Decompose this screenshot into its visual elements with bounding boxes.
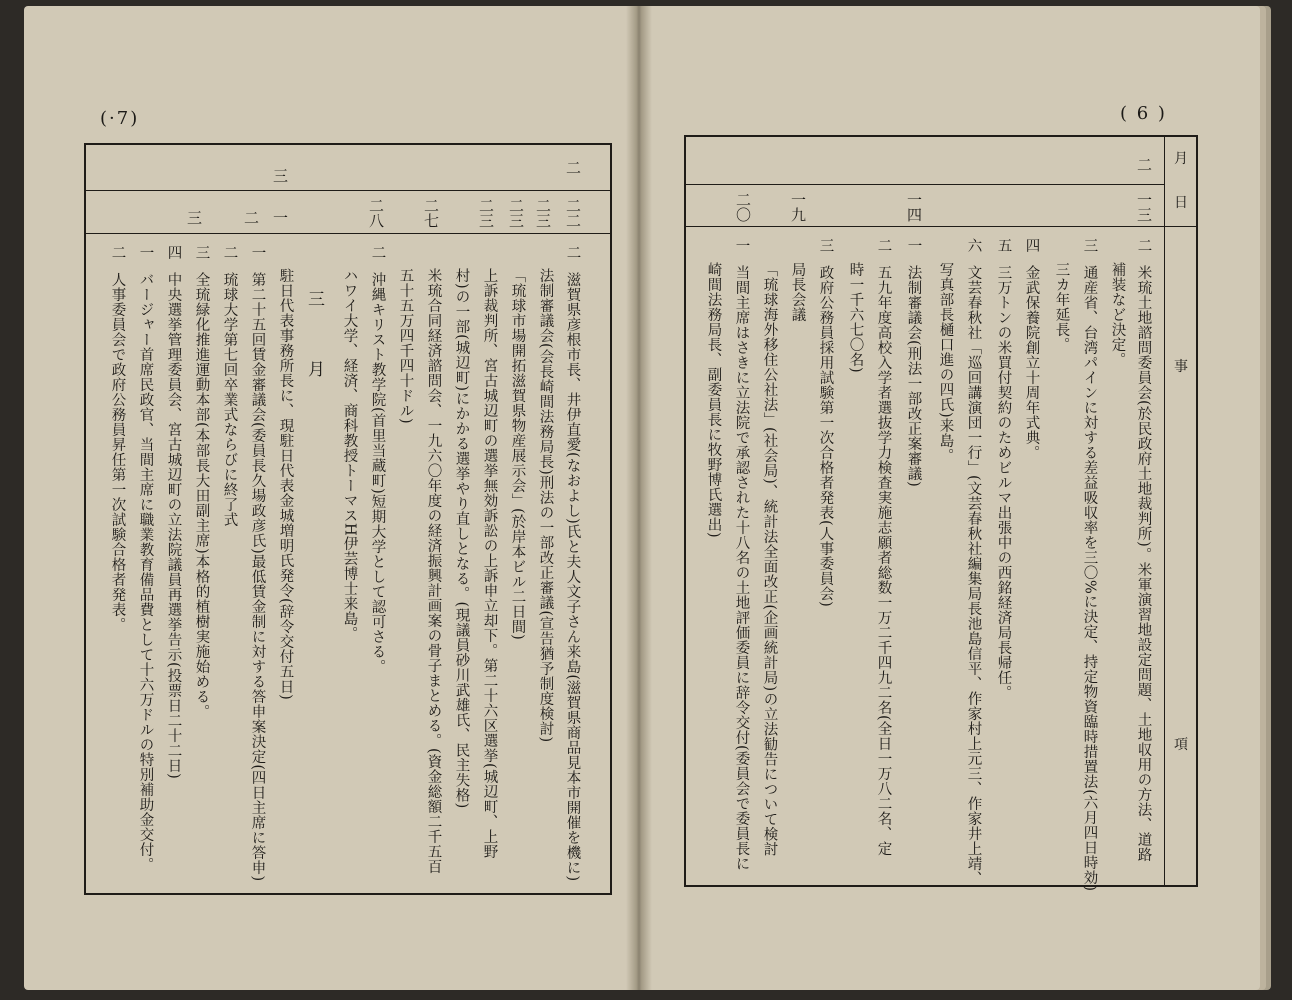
left-day-mark: 三: [185, 210, 203, 225]
left-day-mark: 二八: [367, 198, 385, 228]
entry-right-5: 四金武保養院創立十周年式典。: [1023, 238, 1040, 460]
entry-right-11: 時一千六七〇名): [847, 262, 864, 374]
left-day-mark: 二: [242, 210, 260, 225]
entry-left-4: 上訴裁判所、宮古城辺町の選挙無効訴訟の上訴申立却下。第二十六区選挙(城辺町、上野: [481, 268, 498, 860]
entry-left-14: 四中央選挙管理委員会、宮古城辺町の立法院議員再選挙告示(投票日二十二日): [165, 245, 182, 780]
left-day-mark: 二三: [534, 198, 552, 228]
entry-left-9: ハワイ大学、経済、商科教授トーマスH伊芸博士来島。: [341, 268, 358, 642]
right-month-row-divider: [684, 184, 1164, 185]
entry-right-16: 崎間法務局長、副委員長に牧野博氏選出): [705, 262, 722, 539]
header-day-label: 日: [1174, 195, 1188, 211]
entry-right-7: 六文芸春秋社「巡回講演団一行」(文芸春秋社編集局長池島信平、作家村上元三、作家井上靖、: [965, 238, 982, 887]
left-day-mark: 二三: [507, 198, 525, 228]
entry-right-8: 写真部長樋口進の四氏)来島。: [937, 262, 954, 464]
right-day-mark: 二〇: [734, 192, 752, 222]
entry-right-2: 補装など決定。: [1109, 262, 1126, 367]
right-header-column-divider: [1164, 135, 1165, 887]
header-event-label: 事: [1174, 359, 1188, 375]
entry-left-8: 二沖縄キリスト教学院(首里当蔵町)短期大学として認可さる。: [369, 245, 386, 675]
entry-left-2: 法制審議会(会長崎間法務局長)刑法の一部改正審議(宣告猶予制度検討): [537, 268, 554, 743]
book-gutter: [626, 6, 652, 990]
page-number-left: (·7): [100, 108, 140, 129]
right-month-mark: 二: [1135, 157, 1153, 172]
entry-right-6: 五三万トンの米買付契約のためビルマ出張中の西銘経済局長帰任。: [995, 238, 1012, 700]
entry-left-3: 「琉球市場開拓滋賀県物産展示会」(於岸本ビル二日間): [509, 268, 526, 641]
page-number-right: ( 6 ): [1120, 103, 1167, 124]
entry-left-11: 一第二十五回賃金審議会(委員長久場政彦氏)最低賃金制に対する答申案決定(四日主席に答申): [249, 245, 266, 882]
left-day-mark: 一: [271, 210, 289, 225]
right-day-mark: 一三: [1135, 192, 1153, 222]
left-month-mark: 二: [564, 160, 582, 175]
entry-right-13: 局長会議: [789, 262, 806, 322]
entry-right-1: 二米琉土地諮問委員会(於民政府土地裁判所)。米軍演習地設定問題、土地収用の方法、道路: [1135, 238, 1152, 863]
entry-left-10: 駐日代表事務所長に、現駐日代表金城増明氏発令(辞令交付五日): [277, 268, 294, 701]
entry-left-6: 米琉合同経済諮問会、一九六〇年度の経済振興計画案の骨子まとめる。(資金総額二千五百: [425, 268, 442, 875]
right-day-mark: 一九: [789, 192, 807, 222]
section-heading-march: 三 月: [304, 290, 324, 395]
header-item-label: 項: [1174, 737, 1188, 753]
entry-left-12: 二琉球大学第七回卒業式ならびに終了式: [221, 245, 238, 527]
entry-right-14: 「琉球海外移住公社法」(社会局)、統計法全面改正(企画統計局)の立法勧告について検討: [761, 262, 778, 857]
left-day-row-divider: [84, 233, 612, 234]
entry-right-9: 一法制審議会(刑法一部改正案審議): [905, 238, 922, 488]
entry-right-3: 三通産省、台湾パインに対する差益吸収率を三〇%に決定、持定物資臨時措置法(六月四日時効): [1081, 238, 1098, 892]
entry-left-16: 二人事委員会で政府公務員昇任第一次試験合格者発表。: [109, 245, 126, 632]
header-month-label: 月: [1174, 151, 1188, 167]
left-day-mark: 二二: [564, 198, 582, 228]
entry-right-12: 三政府公務員採用試験第一次合格者発表(人事委員会): [817, 238, 834, 608]
right-day-row-divider: [684, 226, 1198, 227]
entry-left-13: 三全琉緑化推進運動本部(本部長大田副主席)本格的植樹実施始める。: [193, 245, 210, 720]
left-month-row-divider: [84, 190, 612, 191]
left-month-mark: 三: [271, 168, 289, 183]
entry-left-1: 二滋賀県彦根市長、井伊直愛(なおよし)氏と夫人文子さん来島(滋賀県商品見本市開催を機に): [564, 245, 581, 882]
entry-left-7: 五十五万四千四十ドル): [397, 268, 414, 425]
entry-right-10: 二五九年度高校入学者選抜学力検査実施志願者総数一万二千四九二名(全日一万八二名、定: [875, 238, 892, 857]
entry-left-5: 村)の一部(城辺町)にかかる選挙やり直しとなる。(現議員砂川武雄氏、民主失格): [453, 268, 470, 809]
right-day-mark: 一四: [905, 192, 923, 222]
left-day-mark: 二七: [422, 198, 440, 228]
left-day-mark: 二三: [477, 198, 495, 228]
entry-right-4: 三カ年延長。: [1053, 262, 1070, 352]
entry-right-15: 一当間主席はさきに立法院で承認された十八名の土地評価委員に辞令交付(委員会で委員長に: [733, 238, 750, 872]
entry-left-15: 一バージャー首席民政官、当間主席に職業教育備品費として十六万ドルの特別補助金交付。: [137, 245, 154, 872]
